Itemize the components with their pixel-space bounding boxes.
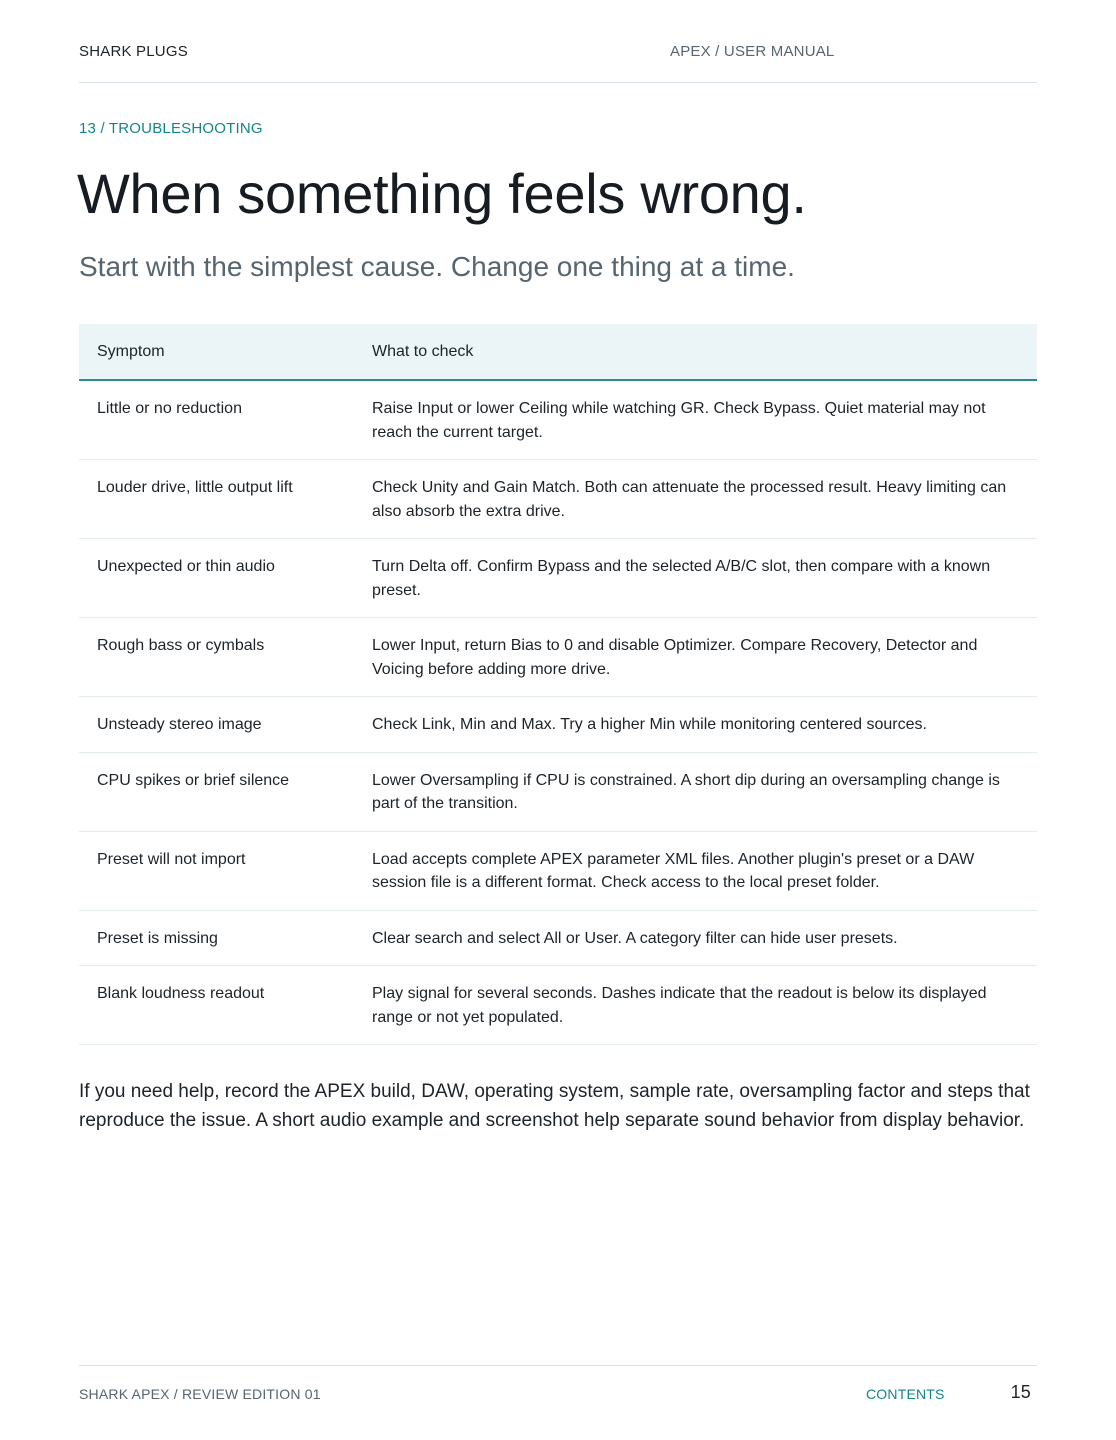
table-row	[79, 831, 1037, 910]
table-header-row	[79, 324, 1037, 380]
edition-label: SHARK APEX / REVIEW EDITION 01	[79, 1386, 321, 1402]
table-row	[79, 539, 1037, 618]
check-cell: Turn Delta off. Confirm Bypass and the selected A/B/C slot, then compare with a known preset.	[354, 539, 1037, 618]
page-number: 15	[1010, 1382, 1031, 1402]
manual-page	[79, 0, 1037, 1440]
header-divider	[79, 82, 1037, 83]
page-header	[79, 43, 1037, 63]
column-header-what-to-check: What to check	[354, 324, 1037, 380]
check-cell: Lower Oversampling if CPU is constrained. A short dip during an oversampling change is part of the transition.	[354, 752, 1037, 831]
document-label: APEX / USER MANUAL	[670, 43, 835, 60]
check-cell: Lower Input, return Bias to 0 and disable Optimizer. Compare Recovery, Detector and Voicing before adding more drive.	[354, 618, 1037, 697]
symptom-cell: Little or no reduction	[79, 380, 354, 460]
column-header-symptom: Symptom	[79, 324, 354, 380]
check-cell: Load accepts complete APEX parameter XML files. Another plugin's preset or a DAW session file is a different format. Check access to the local preset folder.	[354, 831, 1037, 910]
help-note-paragraph: If you need help, record the APEX build, DAW, operating system, sample rate, oversampling factor and steps that reproduce the issue. A short audio example and screenshot help separate sound behavior from display behavior.	[79, 1081, 1030, 1131]
symptom-cell: Unsteady stereo image	[79, 697, 354, 753]
footer-divider	[79, 1365, 1037, 1366]
symptom-cell: Louder drive, little output lift	[79, 460, 354, 539]
contents-link[interactable]: CONTENTS	[866, 1386, 945, 1402]
troubleshooting-table	[79, 324, 1037, 1045]
table-row	[79, 752, 1037, 831]
check-cell: Clear search and select All or User. A category filter can hide user presets.	[354, 910, 1037, 966]
page-title: When something feels wrong.	[77, 162, 807, 225]
symptom-cell: Unexpected or thin audio	[79, 539, 354, 618]
table-row	[79, 910, 1037, 966]
page-footer	[79, 1382, 1037, 1406]
table-row	[79, 380, 1037, 460]
section-eyebrow: 13 / TROUBLESHOOTING	[79, 120, 263, 137]
brand-name: SHARK PLUGS	[79, 43, 188, 60]
symptom-cell: CPU spikes or brief silence	[79, 752, 354, 831]
table-row	[79, 697, 1037, 753]
page-subtitle: Start with the simplest cause. Change one thing at a time.	[79, 251, 795, 282]
table-row	[79, 618, 1037, 697]
symptom-cell: Preset is missing	[79, 910, 354, 966]
symptom-cell: Rough bass or cymbals	[79, 618, 354, 697]
table-row	[79, 460, 1037, 539]
symptom-cell: Preset will not import	[79, 831, 354, 910]
check-cell: Play signal for several seconds. Dashes indicate that the readout is below its displayed range or not yet populated.	[354, 966, 1037, 1045]
table-row	[79, 966, 1037, 1045]
check-cell: Raise Input or lower Ceiling while watching GR. Check Bypass. Quiet material may not reach the current target.	[354, 380, 1037, 460]
check-cell: Check Unity and Gain Match. Both can attenuate the processed result. Heavy limiting can also absorb the extra drive.	[354, 460, 1037, 539]
symptom-cell: Blank loudness readout	[79, 966, 354, 1045]
check-cell: Check Link, Min and Max. Try a higher Min while monitoring centered sources.	[354, 697, 1037, 753]
